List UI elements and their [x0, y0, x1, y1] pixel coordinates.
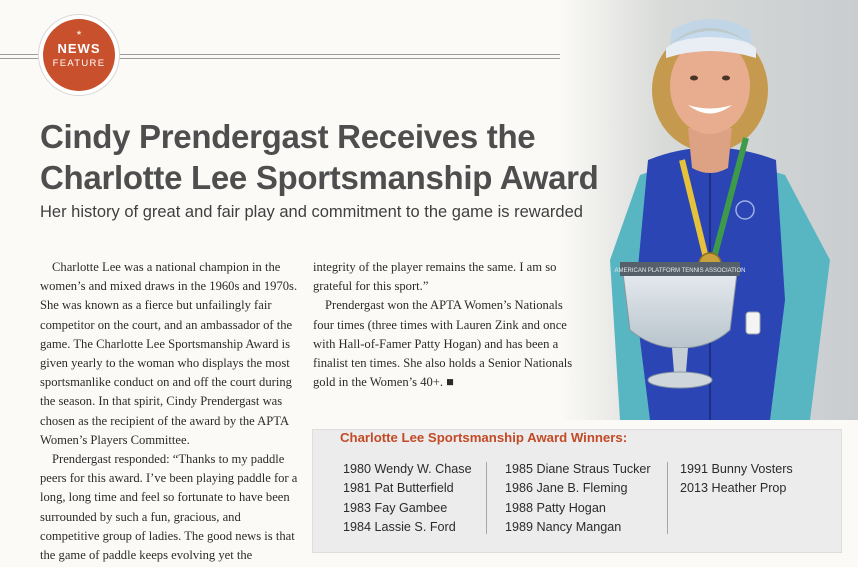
badge-circle	[43, 19, 115, 91]
winner-entry: 1980 Wendy W. Chase	[343, 462, 472, 476]
winners-divider-1	[486, 462, 487, 534]
winner-entry: 1989 Nancy Mangan	[505, 520, 622, 535]
winners-column-2	[505, 460, 651, 538]
winner-entry: 1991 Bunny Vosters	[680, 462, 793, 476]
trophy-inscription: AMERICAN PLATFORM TENNIS ASSOCIATION	[614, 268, 746, 274]
winners-column-3	[680, 460, 793, 499]
headline-line-2: Charlotte Lee Sportsmanship Award	[40, 159, 599, 196]
star-icon: ★	[75, 30, 83, 37]
winner-entry: 1983 Fay Gambee	[343, 500, 448, 515]
winner-entry: 1988 Patty Hogan	[505, 500, 606, 515]
award-winners-box	[312, 429, 842, 553]
winner-entry: 2013 Heather Prop	[680, 481, 787, 496]
column2-paragraph-1: integrity of the player remains the same. I am so grateful for this sport.”	[313, 260, 557, 294]
column2-paragraph-2: Prendergast won the APTA Women’s Nationals four times (three times with Lauren Zink and once with Hall-of-Famer Patty Hogan) and has been a finalist ten times. She also holds a Senior Nationals gold in the Women’s 40+. ■	[313, 298, 573, 390]
badge-news-label: NEWS	[57, 41, 101, 56]
article-subheadline: Her history of great and fair play and commitment to the game is rewarded	[40, 203, 583, 221]
winners-column-1	[343, 460, 472, 538]
winner-entry: 1984 Lassie S. Ford	[343, 520, 456, 535]
column1-paragraph-2: Prendergast responded: “Thanks to my paddle peers for this award. I’ve been playing paddle for a long, long time and feel so fortunate to have been surrounded by such a fun, gracious, and competitive group of ladies. The good news is that the game of paddle keeps evolving yet the	[40, 452, 298, 563]
headline-line-1: Cindy Prendergast Receives the	[40, 118, 536, 155]
news-feature-badge	[38, 14, 120, 96]
article-headline	[40, 116, 660, 198]
article-column-2	[313, 258, 575, 392]
winners-divider-2	[667, 462, 668, 534]
winner-entry: 1986 Jane B. Fleming	[505, 481, 628, 496]
badge-feature-label: FEATURE	[52, 58, 106, 69]
award-winners-title: Charlotte Lee Sportsmanship Award Winners:	[340, 430, 628, 445]
winner-entry: 1981 Pat Butterfield	[343, 481, 454, 496]
winner-entry: 1985 Diane Straus Tucker	[505, 462, 651, 476]
column1-paragraph-1: Charlotte Lee was a national champion in the women’s and mixed draws in the 1960s and 1970s. She was known as a fierce but unfailingly fair competitor on the court, and an ambassador of the game. The Charlotte Lee Sportsmanship Award is given yearly to the woman who displays the most sportsmanlike conduct on and off the court during the season. In that spirit, Cindy Prendergast was chosen as the recipient of the award by the APTA Women’s Players Committee.	[40, 260, 298, 447]
article-column-1	[40, 258, 298, 565]
